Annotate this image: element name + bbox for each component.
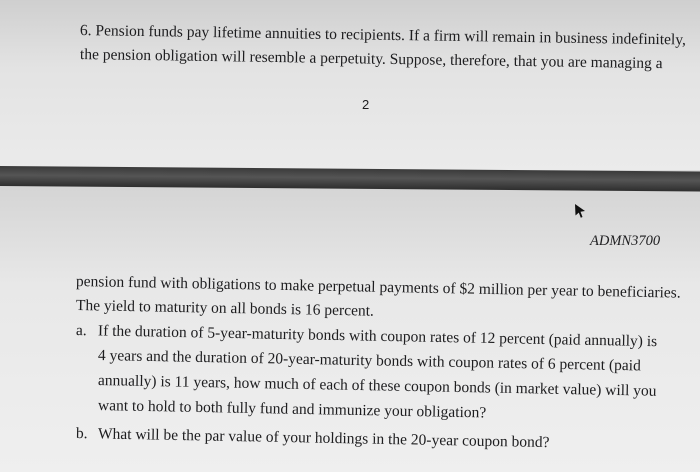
question-line-1: 6. Pension funds pay lifetime annuities to recipients. If a firm will remain in business indefinitely, xyxy=(79,22,687,49)
part-a-text-1: If the duration of 5-year-maturity bonds with coupon rates of 12 percent (paid annually) is xyxy=(97,322,658,351)
question-line-3: pension fund with obligations to make perpetual payments of $2 million per year to beneficiaries. xyxy=(75,273,681,302)
question-line-2: the pension obligation will resemble a perpetuity. Suppose, therefore, that you are managing a xyxy=(79,46,663,73)
part-b-label: b. xyxy=(75,425,88,443)
question-line-4: The yield to maturity on all bonds is 16 percent. xyxy=(75,297,375,320)
part-a-line-3: annually) is 11 years, how much of each of these coupon bonds (in market value) will you xyxy=(97,372,657,400)
page-number: 2 xyxy=(362,97,370,112)
part-b-text-1: What will be the par value of your holdings in the 20-year coupon bond? xyxy=(97,425,550,452)
part-a-line-2: 4 years and the duration of 20-year-maturity bonds with coupon rates of 6 percent (paid xyxy=(97,347,641,375)
course-code: ADMN3700 xyxy=(590,233,661,249)
part-a-line-4: want to hold to both fully fund and immunize your obligation? xyxy=(97,397,487,422)
mouse-pointer-icon xyxy=(573,203,587,219)
part-a-label: a. xyxy=(75,322,87,340)
